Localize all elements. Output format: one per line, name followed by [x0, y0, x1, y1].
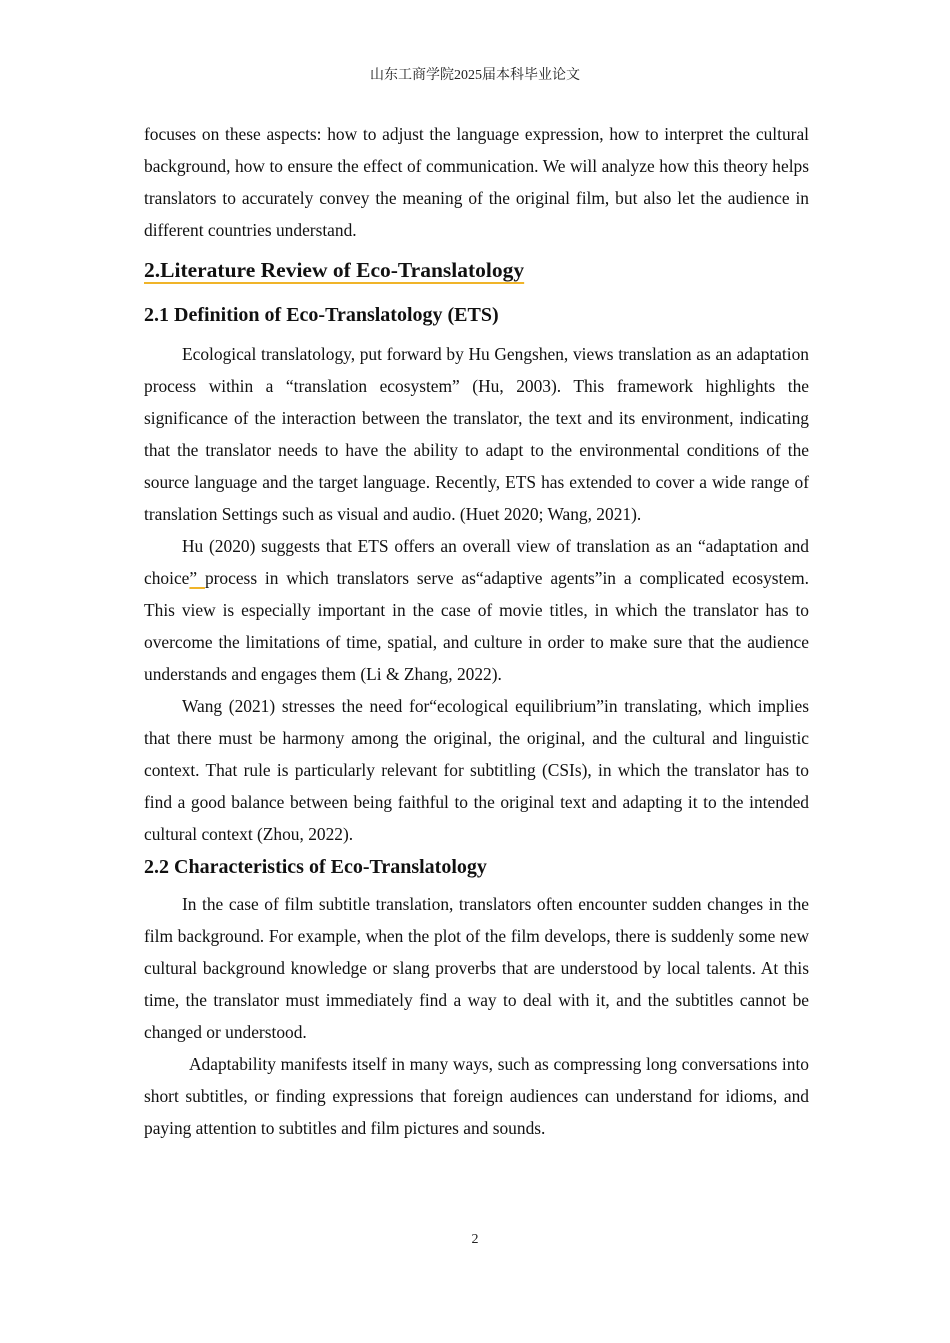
section-2-heading	[144, 250, 809, 290]
intro-paragraph: focuses on these aspects: how to adjust the language expression, how to interpret the cultural background, how to ensure the effect of communication. We will analyze how this theory helps translators to accurately convey the meaning of the original film, but also let the audience in different countries understand.	[144, 124, 809, 240]
section-2-1-paragraph-3: Wang (2021) stresses the need for“ecological equilibrium”in translating, which implies that there must be harmony among the original, the original, and the cultural and linguistic context. That rule is particularly relevant for subtitling (CSIs), in which the translator has to find a good balance between being faithful to the original text and adapting it to the intended cultural context (Zhou, 2022).	[144, 696, 809, 844]
section-2-1-paragraph-2	[144, 530, 809, 690]
highlighted-quote-mark: ”	[189, 568, 205, 588]
paragraph-text: process in which translators serve as“adaptive agents”in a complicated ecosystem. This view is especially important in the case of movie titles, in which the translator has to overcome the limitations of time, spatial, and culture in order to make sure that the audience understands and engages them (Li & Zhang, 2022).	[144, 568, 809, 684]
running-header: 山东工商学院2025届本科毕业论文	[370, 68, 580, 83]
section-2-2-paragraph-1: In the case of film subtitle translation, translators often encounter sudden changes in the film background. For example, when the plot of the film develops, there is suddenly some new cultural background knowledge or slang proverbs that are understood by local talents. At this time, the translator must immediately find a way to deal with it, and the subtitles cannot be changed or understood.	[144, 894, 809, 1042]
section-2-1-heading: 2.1 Definition of Eco-Translatology (ETS)	[144, 304, 499, 326]
page-body	[144, 118, 809, 1144]
page-number: 2	[471, 1232, 479, 1247]
section-2-title: 2.Literature Review of Eco-Translatology	[144, 258, 525, 282]
paragraph-text: Hu (2020) suggests that ETS offers an overall view of translation as an “adaptation and choice	[144, 536, 809, 588]
section-2-1-paragraph-1: Ecological translatology, put forward by Hu Gengshen, views translation as an adaptation process within a “translation ecosystem” (Hu, 2003). This framework highlights the significance of the interaction between the translator, the text and its environment, indicating that the translator needs to have the ability to adapt to the environmental conditions of the source language and the target language. Recently, ETS has extended to cover a wide range of translation Settings such as visual and audio. (Huet 2020; Wang, 2021).	[144, 344, 809, 524]
section-2-2-heading: 2.2 Characteristics of Eco-Translatology	[144, 856, 487, 878]
section-2-2-paragraph-2: Adaptability manifests itself in many ways, such as compressing long conversations into short subtitles, or finding expressions that foreign audiences can understand for idioms, and paying attention to subtitles and film pictures and sounds.	[144, 1054, 809, 1138]
